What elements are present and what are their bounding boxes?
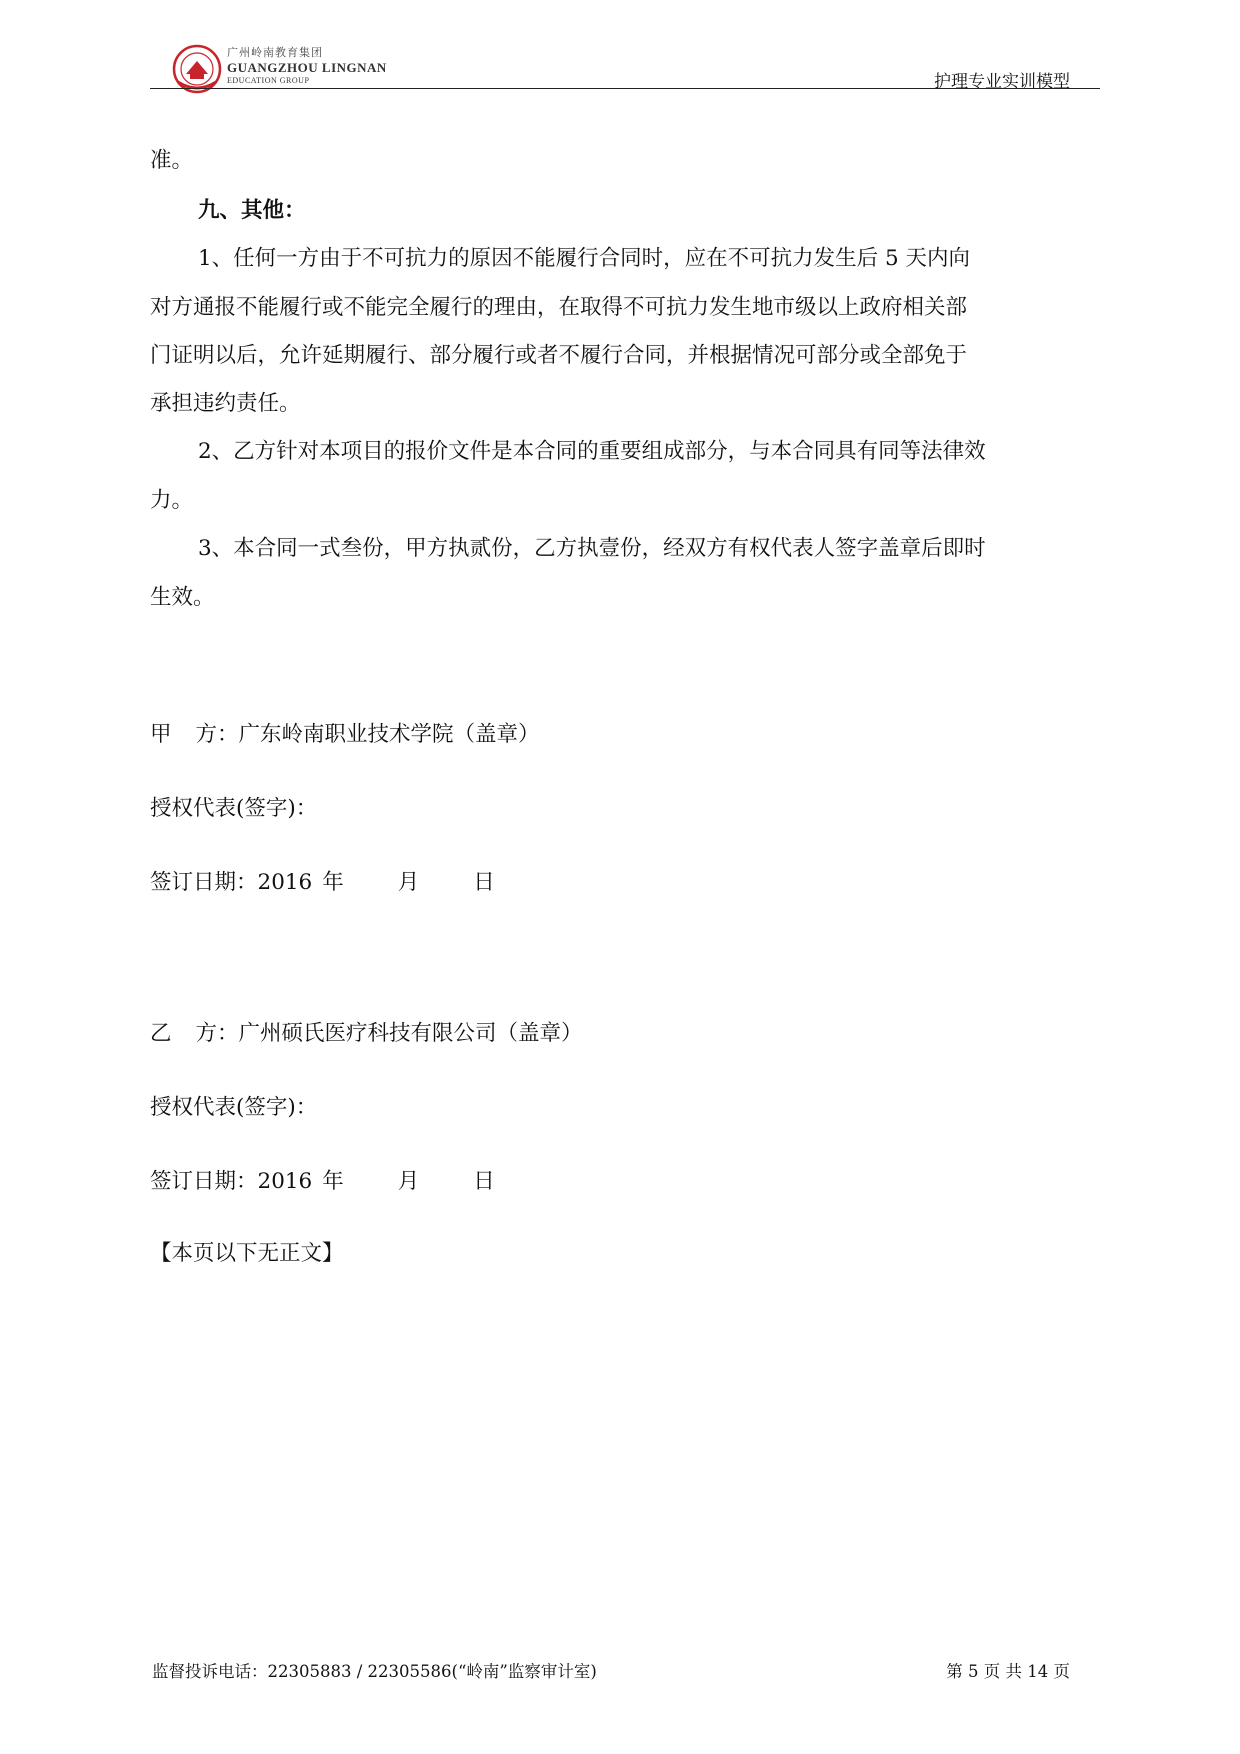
document-title: 护理专业实训模型: [934, 72, 1070, 92]
paragraph-line: 2、乙方针对本项目的报价文件是本合同的重要组成部分，与本合同具有同等法律效: [198, 439, 986, 464]
paragraph-line: 门证明以后，允许延期履行、部分履行或者不履行合同，并根据情况可部分或全部免于: [150, 343, 968, 368]
paragraph-line: 对方通报不能履行或不能完全履行的理由，在取得不可抗力发生地市级以上政府相关部: [150, 295, 968, 320]
logo-english-subtitle: EDUCATION GROUP: [227, 76, 310, 85]
page-number: 第 5 页 共 14 页: [946, 1662, 1070, 1681]
party-b-label: 乙: [150, 1021, 172, 1046]
date-day-unit: 日: [473, 870, 495, 895]
lingnan-emblem-icon: [172, 44, 222, 94]
paragraph-line: 承担违约责任。: [150, 391, 301, 416]
complaint-hotline: 监督投诉电话：22305883 / 22305586(“岭南”监察审计室): [152, 1662, 597, 1681]
text-line: 准。: [150, 148, 194, 173]
logo-chinese-name: 广州岭南教育集团: [227, 46, 323, 59]
section-heading: 九、其他：: [198, 198, 306, 223]
paragraph-line: 生效。: [150, 585, 215, 610]
paragraph-line: 力。: [150, 488, 194, 513]
date-label: 签订日期：: [150, 1169, 258, 1194]
party-a-representative: 授权代表(签字)：: [150, 796, 318, 821]
paragraph-line: 1、任何一方由于不可抗力的原因不能履行合同时，应在不可抗力发生后 5 天内向: [198, 246, 971, 271]
party-a-line: [150, 717, 540, 748]
date-year-unit: 年: [322, 1169, 344, 1194]
party-b-name: 广州硕氏医疗科技有限公司（盖章）: [238, 1021, 583, 1046]
date-year-unit: 年: [322, 870, 344, 895]
date-label: 签订日期：: [150, 870, 258, 895]
party-a-label-suffix: 方：: [195, 722, 239, 747]
date-day-unit: 日: [473, 1169, 495, 1194]
date-year: 2016: [257, 1169, 313, 1194]
party-a-label: 甲: [150, 722, 172, 747]
party-a-date: [150, 865, 495, 896]
party-a-name: 广东岭南职业技术学院（盖章）: [238, 722, 540, 747]
end-of-text-note: 【本页以下无正文】: [150, 1241, 344, 1266]
party-b-label-suffix: 方：: [195, 1021, 239, 1046]
party-b-representative: 授权代表(签字)：: [150, 1095, 318, 1120]
date-month-unit: 月: [397, 1169, 420, 1194]
date-year: 2016: [257, 870, 313, 895]
logo-english-name: GUANGZHOU LINGNAN: [227, 60, 387, 75]
page-header: [150, 40, 1100, 90]
date-month-unit: 月: [397, 870, 420, 895]
lingnan-logo: [172, 44, 387, 92]
header-divider: [150, 88, 1100, 89]
paragraph-line: 3、本合同一式叁份，甲方执贰份，乙方执壹份，经双方有权代表人签字盖章后即时: [198, 536, 986, 561]
party-b-date: [150, 1164, 495, 1195]
party-b-line: [150, 1016, 583, 1047]
